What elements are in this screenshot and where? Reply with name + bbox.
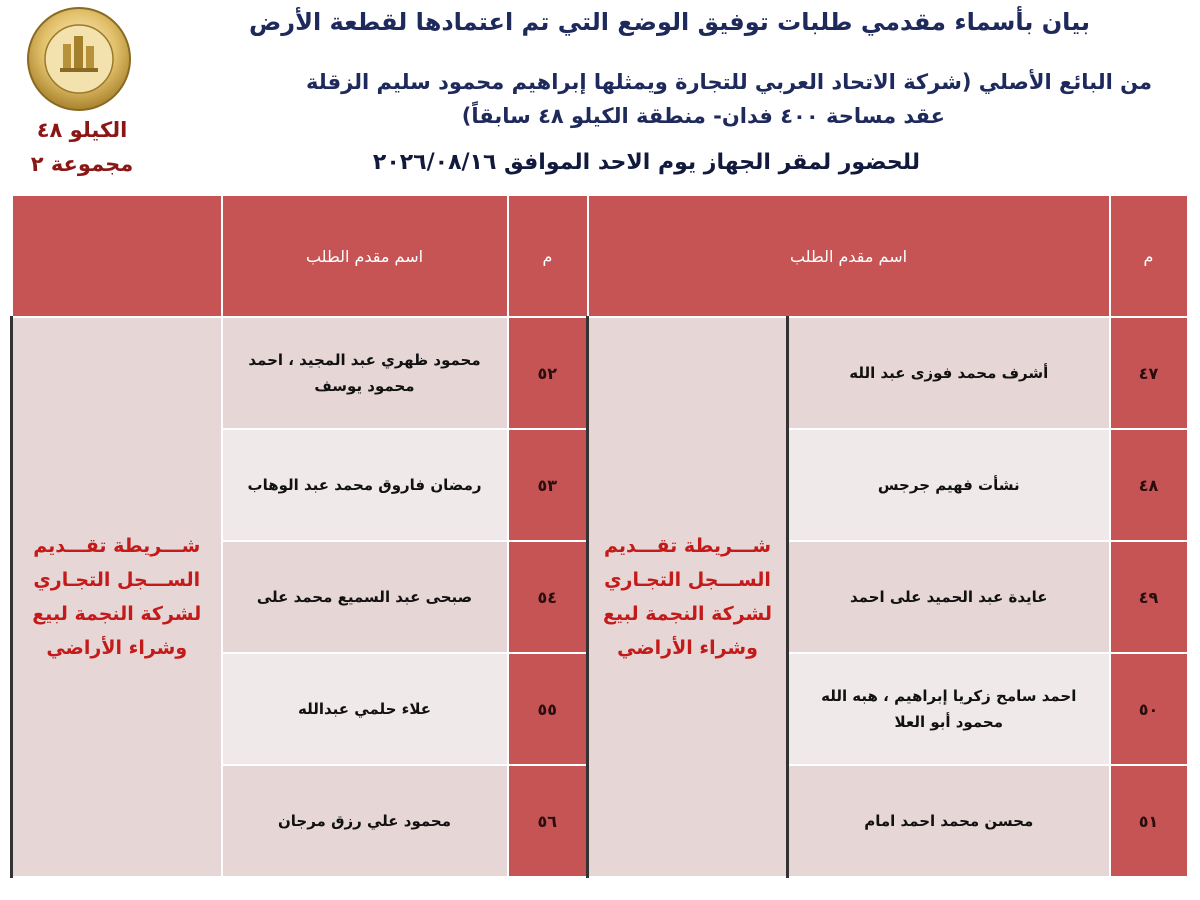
row-number: ٥١ [1110,765,1188,877]
row-number: ٥٣ [508,429,588,541]
row-number: ٥٦ [508,765,588,877]
condition-line: وشراء الأراضي [46,637,188,659]
header-num-left: م [508,195,588,317]
applicant-name: أشرف محمد فوزى عبد الله [788,317,1110,429]
row-number: ٥٢ [508,317,588,429]
row-number: ٥٤ [508,541,588,653]
applicant-name: محمود ظهري عبد المجيد ، احمد محمود يوسف [222,317,508,429]
group-label: مجموعة ٢ [30,152,134,176]
attendance-date-line: للحضور لمقر الجهاز يوم الاحد الموافق ٢٠٢٦/٠٨/١٦ [372,150,920,175]
row-number: ٤٩ [1110,541,1188,653]
row-number: ٤٨ [1110,429,1188,541]
row-number: ٥٠ [1110,653,1188,765]
table-row [12,317,1188,429]
page-title: بيان بأسماء مقدمي طلبات توفيق الوضع التي تم اعتمادها لقطعة الأرض [249,8,1090,36]
applicant-name: علاء حلمي عبدالله [222,653,508,765]
row-number: ٥٥ [508,653,588,765]
condition-line: الســـجل التجـاري [604,569,771,591]
table-header-row [12,195,1188,317]
title-line-2: من البائع الأصلي (شركة الاتحاد العربي للتجارة ويمثلها إبراهيم محمود سليم الزقلة [306,70,1152,94]
applicant-name: محمود علي رزق مرجان [222,765,508,877]
ministry-logo [26,6,132,112]
condition-line: لشركة النجمة لبيع [602,603,773,625]
applicant-name: احمد سامح زكريا إبراهيم ، هبه الله محمود أبو العلا [788,653,1110,765]
header-name-left: اسم مقدم الطلب [222,195,508,317]
area-label: الكيلو ٤٨ [36,118,128,142]
applicant-name: نشأت فهيم جرجس [788,429,1110,541]
condition-line: شـــريطة تقـــديم [33,535,201,557]
row-number: ٤٧ [1110,317,1188,429]
applicants-table [10,194,1189,878]
condition-line: وشراء الأراضي [617,637,758,659]
header-name-right: اسم مقدم الطلب [588,195,1110,317]
condition-note-left [12,317,222,877]
applicant-name: محسن محمد احمد امام [788,765,1110,877]
condition-note-right [588,317,788,877]
applicant-name: صبحى عبد السميع محمد على [222,541,508,653]
header-blank [12,195,222,317]
title-line-3: عقد مساحة ٤٠٠ فدان- منطقة الكيلو ٤٨ سابقاً) [461,104,945,128]
condition-line: لشركة النجمة لبيع [32,603,202,625]
condition-line: شـــريطة تقـــديم [603,535,772,557]
condition-line: الســـجل التجـاري [33,569,201,591]
applicant-name: عايدة عبد الحميد على احمد [788,541,1110,653]
applicant-name: رمضان فاروق محمد عبد الوهاب [222,429,508,541]
header-num-right: م [1110,195,1188,317]
